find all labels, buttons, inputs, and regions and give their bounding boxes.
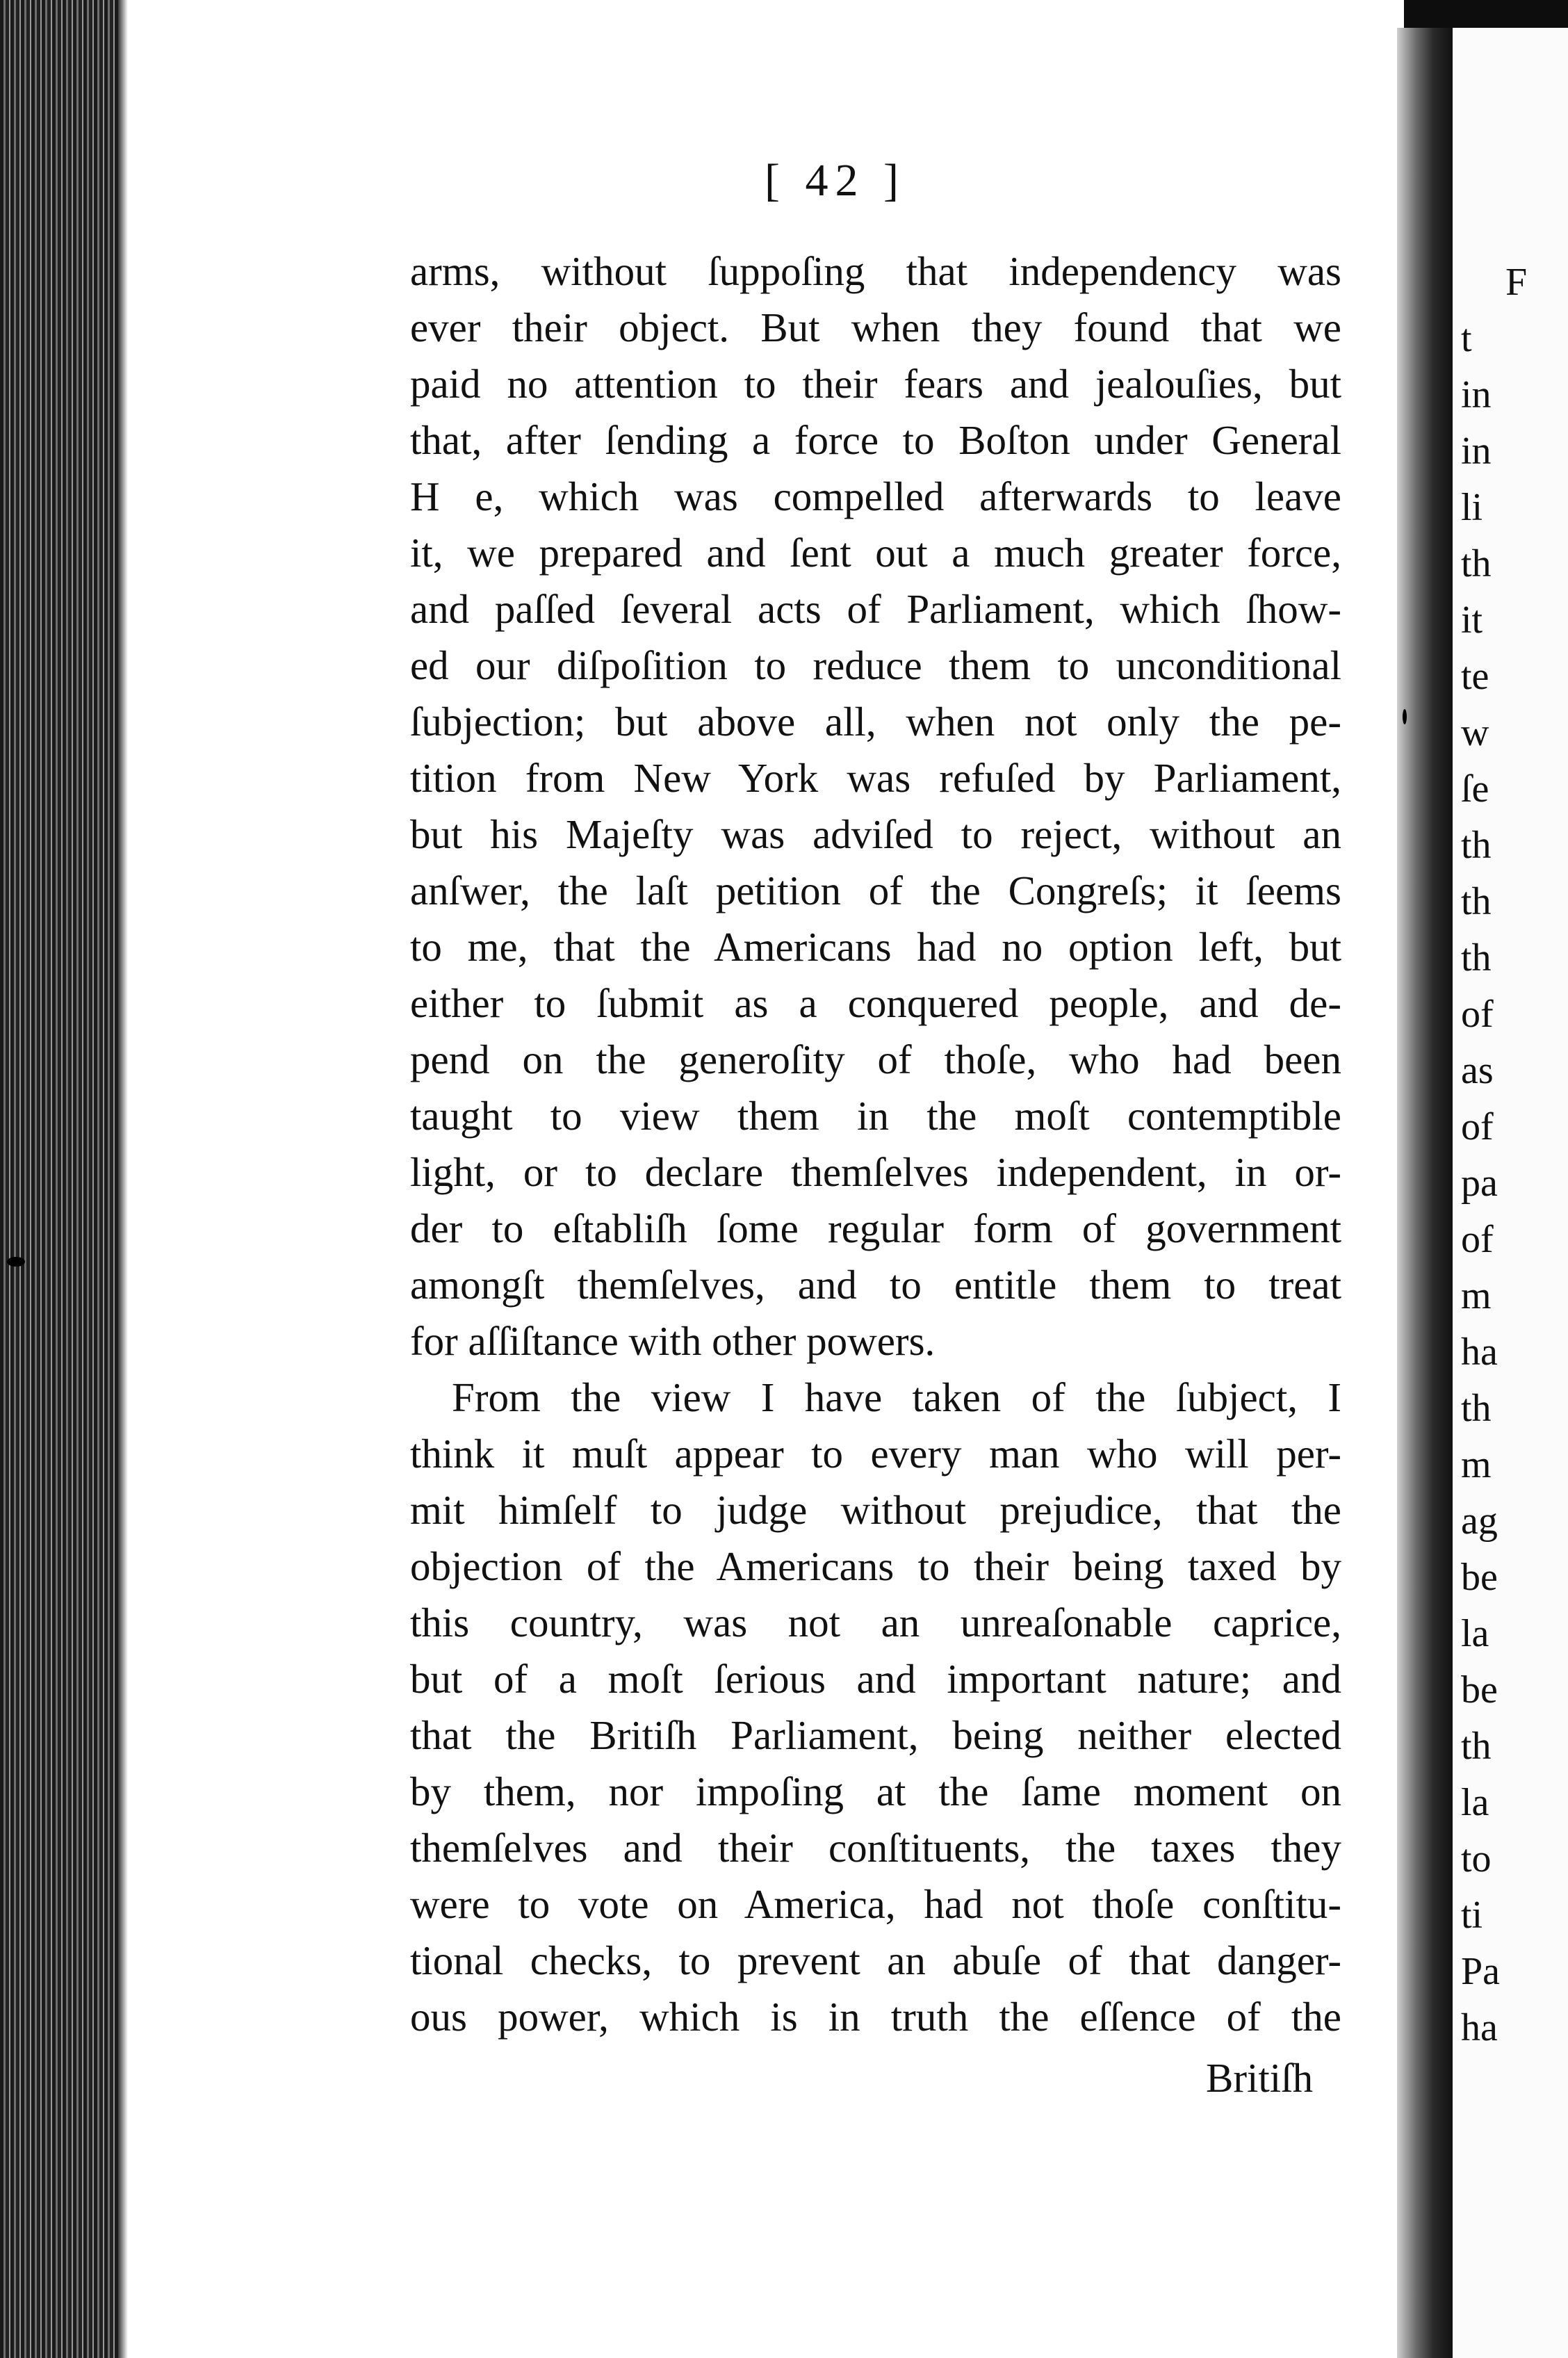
facing-page-fragment: li xyxy=(1461,486,1483,529)
facing-page-fragment: to xyxy=(1461,1837,1492,1880)
facing-page-fragment: pa xyxy=(1461,1162,1498,1205)
text-line: taught to view them in the moſt contemptible xyxy=(410,1093,1341,1139)
facing-page-fragment: la xyxy=(1461,1612,1489,1655)
text-line: pend on the generoſity of thoſe, who had been xyxy=(410,1036,1341,1082)
facing-page-fragment: w xyxy=(1461,711,1489,754)
facing-page-fragment: th xyxy=(1461,824,1492,867)
facing-page-fragment: be xyxy=(1461,1668,1498,1711)
text-line: anſwer, the laſt petition of the Congreſs; it ſeems xyxy=(410,868,1341,913)
facing-page xyxy=(1453,28,1568,2358)
text-line: H e, which was compelled afterwards to leave xyxy=(410,473,1341,519)
left-page-edge xyxy=(0,0,118,2358)
text-line: by them, nor impoſing at the ſame moment on xyxy=(410,1768,1341,1814)
text-line: either to ſubmit as a conquered people, and de- xyxy=(410,980,1341,1026)
text-line: for aſſiſtance with other powers. xyxy=(410,1318,936,1364)
text-line: that the Britiſh Parliament, being neither elected xyxy=(410,1712,1341,1758)
text-line: mit himſelf to judge without prejudice, that the xyxy=(410,1487,1341,1533)
facing-page-fragment: in xyxy=(1461,373,1492,416)
facing-page-fragment: of xyxy=(1461,993,1494,1036)
facing-page-fragment: Pa xyxy=(1461,1950,1500,1993)
text-line: it, we prepared and ſent out a much greater force, xyxy=(410,530,1341,576)
facing-page-fragment: th xyxy=(1461,880,1492,923)
ink-speck xyxy=(1403,709,1407,724)
text-line: this country, was not an unreaſonable caprice, xyxy=(410,1600,1341,1645)
ink-speck xyxy=(7,1257,25,1267)
facing-page-fragment: ha xyxy=(1461,1331,1498,1374)
text-line: objection of the Americans to their being taxed by xyxy=(410,1543,1341,1589)
facing-page-fragment: th xyxy=(1461,936,1492,979)
facing-page-fragment: ti xyxy=(1461,1894,1483,1937)
text-line: ed our diſpoſition to reduce them to unconditional xyxy=(410,642,1341,688)
text-line: think it muſt appear to every man who will per- xyxy=(410,1431,1341,1477)
text-line: but his Majeſty was adviſed to reject, without an xyxy=(410,811,1341,857)
text-line: to me, that the Americans had no option left, but xyxy=(410,924,1341,970)
text-line: ſubjection; but above all, when not only the pe- xyxy=(410,699,1341,745)
text-line: arms, without ſuppoſing that independency was xyxy=(410,248,1341,294)
text-line: der to eſtabliſh ſome regular form of government xyxy=(410,1205,1341,1251)
text-line: light, or to declare themſelves independent, in or- xyxy=(410,1149,1341,1195)
facing-page-fragment: la xyxy=(1461,1781,1489,1824)
text-line: and paſſed ſeveral acts of Parliament, which ſhow- xyxy=(410,586,1341,632)
facing-page-fragment: te xyxy=(1461,655,1489,698)
text-line: From the view I have taken of the ſubject, I xyxy=(452,1374,1341,1420)
text-line: tional checks, to prevent an abuſe of that danger- xyxy=(410,1937,1341,1983)
text-line: ever their object. But when they found that we xyxy=(410,304,1341,350)
facing-page-fragment: th xyxy=(1461,1387,1492,1430)
text-line: but of a moſt ſerious and important nature; and xyxy=(410,1656,1341,1702)
text-line: that, after ſending a force to Boſton under General xyxy=(410,417,1341,463)
facing-page-fragment: ſe xyxy=(1461,767,1489,811)
facing-page-fragment: ha xyxy=(1461,2006,1498,2049)
facing-page-fragment: m xyxy=(1461,1443,1492,1486)
text-line: themſelves and their conſtituents, the taxes they xyxy=(410,1825,1341,1871)
facing-page-fragment: m xyxy=(1461,1274,1492,1317)
facing-page-fragment: F xyxy=(1505,261,1528,304)
facing-page-fragment: it xyxy=(1461,599,1483,642)
page-number: [ 42 ] xyxy=(765,155,906,206)
text-line: paid no attention to their fears and jealouſies, but xyxy=(410,361,1341,407)
facing-page-fragment: th xyxy=(1461,1725,1492,1768)
catchword: Britiſh xyxy=(1206,2055,1314,2101)
text-line: tition from New York was refuſed by Parliament, xyxy=(410,755,1341,801)
facing-page-fragment: t xyxy=(1461,317,1472,360)
body-text xyxy=(410,243,1341,2045)
facing-page-fragment: in xyxy=(1461,430,1492,473)
facing-page-fragment: as xyxy=(1461,1049,1494,1092)
facing-page-fragment: be xyxy=(1461,1556,1498,1599)
facing-page-fragment: ag xyxy=(1461,1499,1498,1543)
facing-page-fragment: of xyxy=(1461,1218,1494,1261)
text-line: ous power, which is in truth the eſſence of the xyxy=(410,1994,1341,2040)
facing-page-fragment: of xyxy=(1461,1105,1494,1148)
text-line: were to vote on America, had not thoſe conſtitu- xyxy=(410,1881,1341,1927)
book-binding-fold xyxy=(1397,28,1453,2358)
facing-page-fragment: th xyxy=(1461,542,1492,585)
text-line: amongſt themſelves, and to entitle them to treat xyxy=(410,1262,1341,1308)
